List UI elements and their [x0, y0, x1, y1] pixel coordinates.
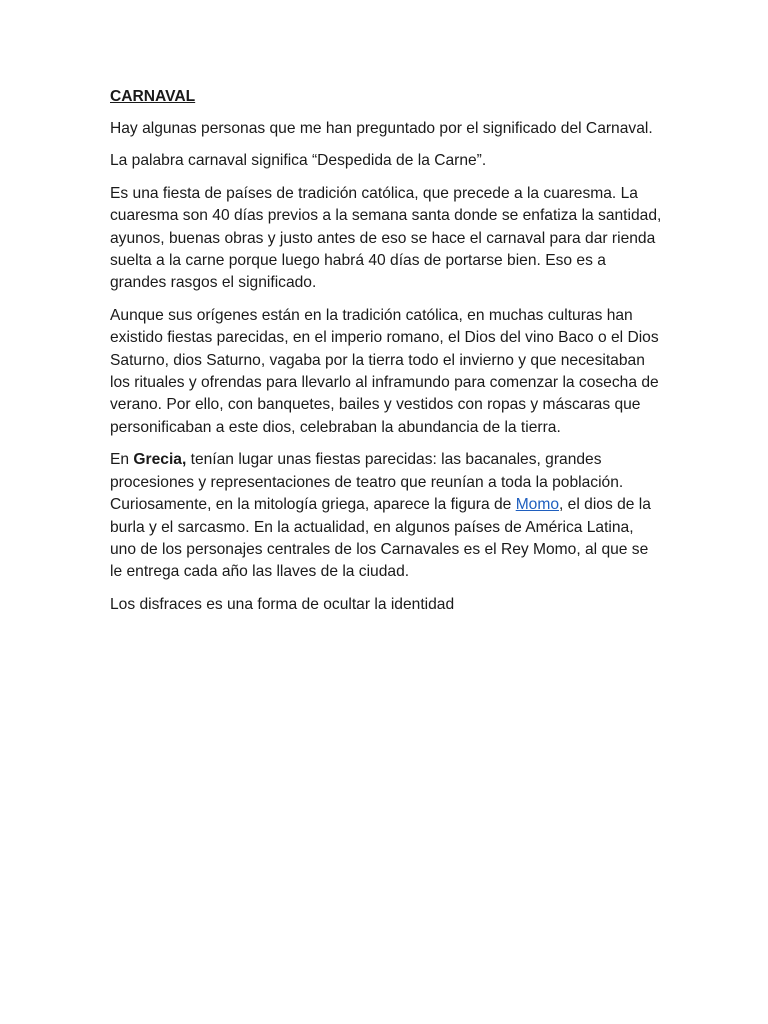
- paragraph-5-prefix: En: [110, 451, 134, 469]
- paragraph-5-text-after-link: , el dios de la burla y el sarcasmo. En la actualidad, en algunos países de América Latina, uno de los personajes centrales de los Carnavales es el Rey Momo, al que se le entrega cada año las llaves de la ciudad.: [110, 496, 651, 581]
- paragraph-2: La palabra carnaval significa “Despedida de la Carne”.: [110, 152, 487, 170]
- paragraph-4: Aunque sus orígenes están en la tradición católica, en muchas culturas han existido fiestas parecidas, en el imperio romano, el Dios del vino Baco o el Dios Saturno, dios Saturno, vagaba por la tierra todo el invierno y que necesitaban los rituales y ofrendas para llevarlo al inframundo para comenzar la cosecha de verano. Por ello, con banquetes, bailes y vestidos con ropas y máscaras que personificaban a este dios, celebraban la abundancia de la tierra.: [110, 306, 659, 436]
- momo-link[interactable]: Momo: [515, 496, 560, 514]
- paragraph-1: Hay algunas personas que me han preguntado por el significado del Carnaval.: [110, 120, 653, 137]
- paragraph-5: [110, 449, 662, 583]
- paragraph-5-bold-grecia: Grecia,: [133, 451, 187, 469]
- paragraph-3: Es una fiesta de países de tradición católica, que precede a la cuaresma. La cuaresma son 40 días previos a la semana santa donde se enfatiza la santidad, ayunos, buenas obras y justo antes de eso se hace el carnaval para dar rienda suelta a la carne porque luego habrá 40 días de portarse bien. Eso es a grandes rasgos el significado.: [110, 184, 662, 292]
- document-title: CARNAVAL: [110, 88, 196, 105]
- document-page: [110, 86, 662, 626]
- paragraph-5-text-before-link: tenían lugar unas fiestas parecidas: las bacanales, grandes procesiones y representaciones de teatro que reunían a toda la población. Curiosamente, en la mitología griega, aparece la figura de: [110, 451, 624, 514]
- paragraph-6: Los disfraces es una forma de ocultar la identidad: [110, 595, 455, 613]
